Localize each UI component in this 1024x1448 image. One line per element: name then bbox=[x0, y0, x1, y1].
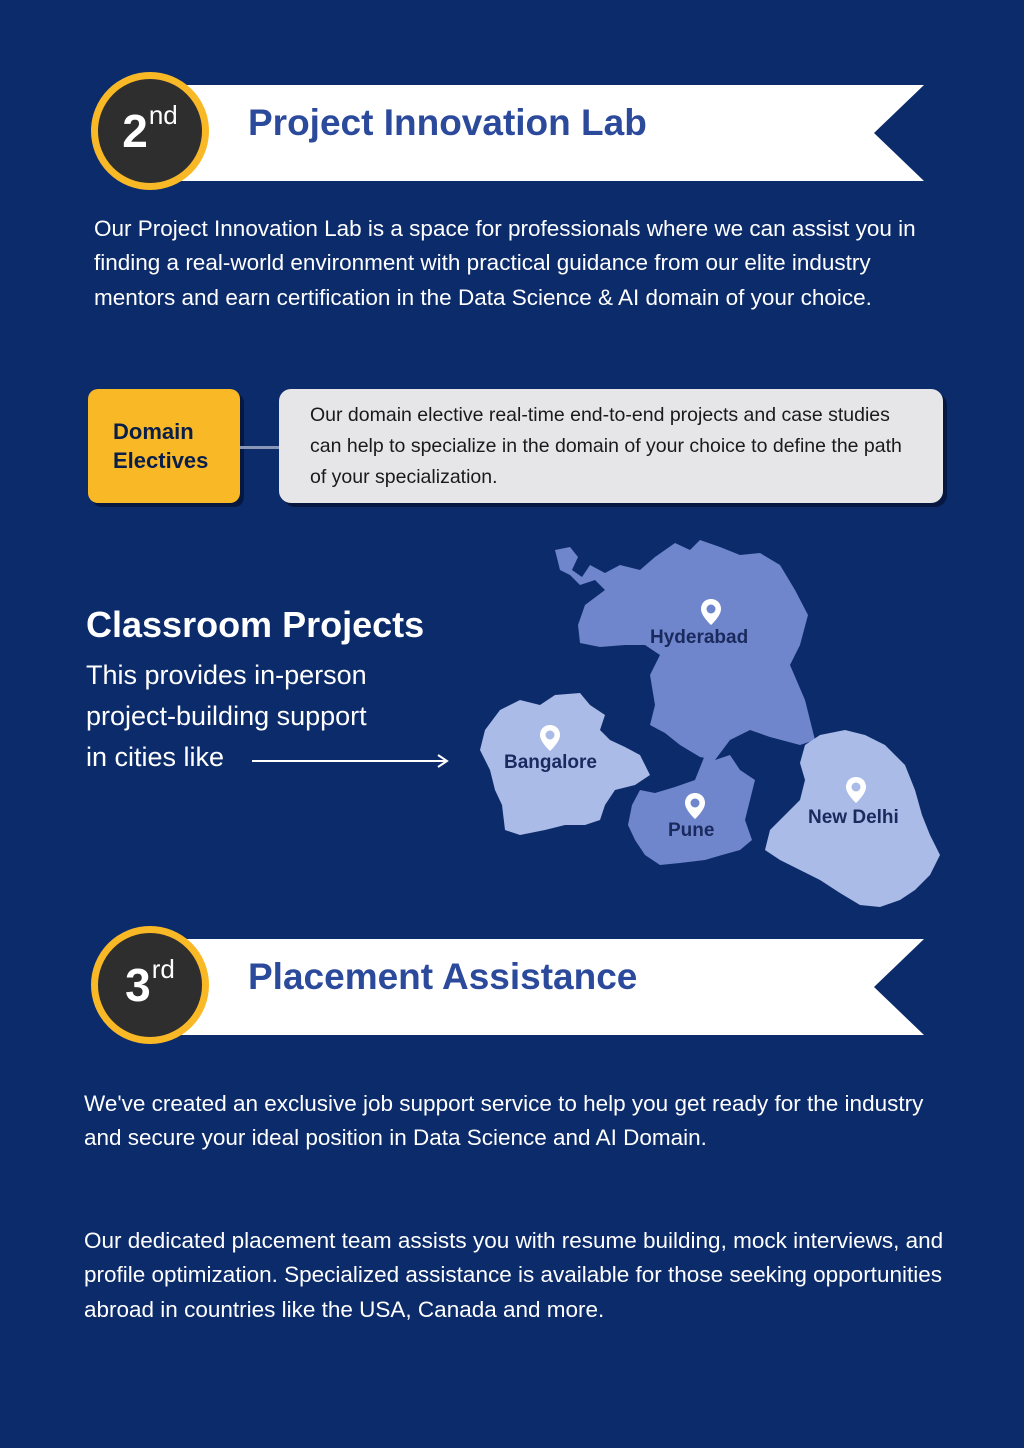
domain-tag-line2: Electives bbox=[113, 448, 209, 473]
domain-electives-tag bbox=[88, 389, 240, 503]
city-label-pune: Pune bbox=[668, 820, 715, 841]
section-title: Project Innovation Lab bbox=[248, 102, 647, 143]
city-map bbox=[460, 535, 950, 915]
section-title: Placement Assistance bbox=[248, 956, 638, 997]
classroom-line-1: This provides in-person bbox=[86, 660, 367, 690]
classroom-line-2: project-building support bbox=[86, 701, 367, 731]
location-pin-icon bbox=[684, 792, 706, 820]
badge-number: 3 bbox=[125, 959, 151, 1011]
classroom-line-3: in cities like bbox=[86, 742, 225, 772]
rank-badge bbox=[91, 72, 209, 190]
city-label-bangalore: Bangalore bbox=[504, 752, 597, 773]
location-pin-icon bbox=[845, 776, 867, 804]
domain-electives-description: Our domain elective real-time end-to-end projects and case studies can help to specialize in the domain of your choice to define the path of your specialization. bbox=[279, 389, 943, 503]
badge-suffix: nd bbox=[148, 99, 178, 130]
project-lab-description: Our Project Innovation Lab is a space for professionals where we can assist you in finding a real-world environment with practical guidance from our elite industry mentors and earn certification in the Data Science & AI domain of your choice. bbox=[94, 216, 916, 310]
arrow-right-icon bbox=[252, 752, 452, 770]
placement-paragraph-2: Our dedicated placement team assists you with resume building, mock interviews, and profile optimization. Specialized assistance is available for those seeking opportunities abroad in countries like the USA, Canada and more. bbox=[84, 1228, 944, 1322]
rank-badge bbox=[91, 926, 209, 1044]
placement-paragraph-1: We've created an exclusive job support service to help you get ready for the industry and secure your ideal position in Data Science and AI Domain. bbox=[84, 1091, 924, 1151]
section-banner-placement bbox=[86, 926, 936, 1050]
location-pin-icon bbox=[539, 724, 561, 752]
connector-line bbox=[240, 446, 280, 449]
city-label-hyderabad: Hyderabad bbox=[650, 627, 749, 648]
domain-tag-line1: Domain bbox=[113, 419, 194, 444]
location-pin-icon bbox=[700, 598, 722, 626]
city-label-new-delhi: New Delhi bbox=[808, 807, 899, 828]
section-banner-project-lab bbox=[86, 72, 936, 196]
badge-suffix: rd bbox=[151, 953, 175, 984]
classroom-projects-title: Classroom Projects bbox=[86, 604, 425, 645]
badge-number: 2 bbox=[122, 105, 148, 157]
